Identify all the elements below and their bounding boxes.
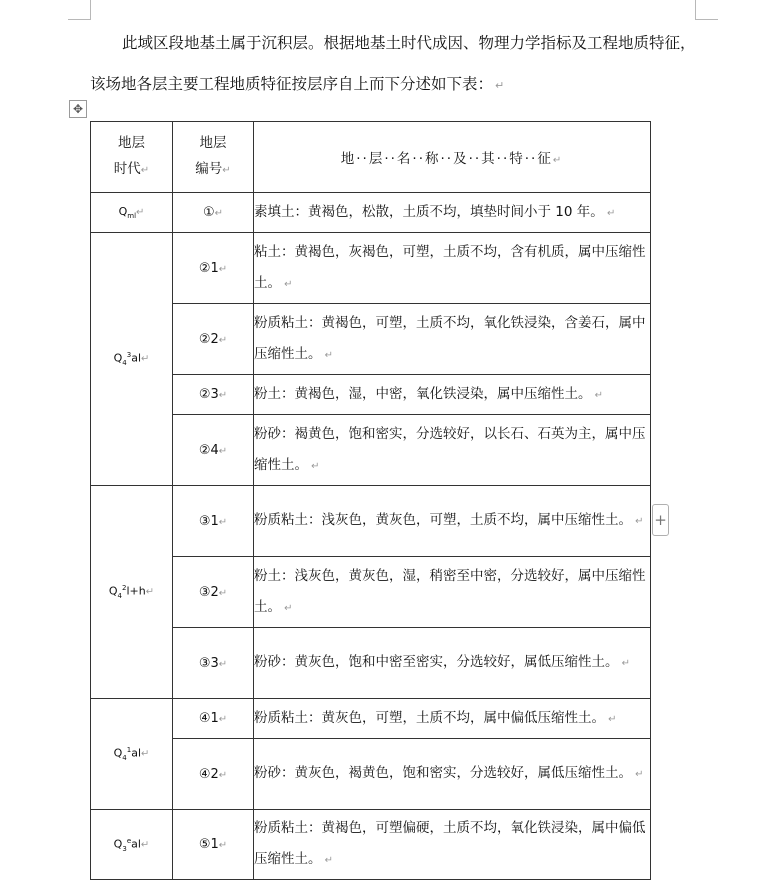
table-row xyxy=(91,557,651,628)
layer-code: ③1 xyxy=(198,513,219,529)
paragraph-mark: ↵ xyxy=(218,769,228,781)
layer-description: 粉砂：褐黄色，饱和密实，分选较好，以长石、石英为主，属中压缩性土。 xyxy=(254,425,646,473)
paragraph-mark: ↵ xyxy=(218,714,228,725)
paragraph-mark: ↵ xyxy=(218,516,228,528)
paragraph-mark: ↵ xyxy=(218,263,228,275)
intro-line-1: 此域区段地基土属于沉积层。根据地基土时代成因、物理力学指标及工程地质特征， xyxy=(122,34,696,52)
layer-description: 素填土：黄褐色，松散，土质不均，填垫时间小于 10 年。 xyxy=(254,203,604,220)
layer-description: 粘土：黄褐色，灰褐色，可塑，土质不均，含有机质，属中压缩性土。 xyxy=(254,243,646,291)
layer-description-cell xyxy=(254,699,651,739)
layer-age-cell xyxy=(91,193,173,233)
layer-code-cell xyxy=(173,193,254,233)
age-subscript: 3 xyxy=(122,844,127,853)
layer-code: ④2 xyxy=(198,766,219,782)
age-subscript: ml xyxy=(127,212,137,221)
layer-description: 粉砂：黄灰色，褐黄色，饱和密实，分选较好，属低压缩性土。 xyxy=(254,765,632,781)
layer-description-cell xyxy=(254,304,651,375)
layer-code: ③3 xyxy=(198,655,219,671)
layer-age-cell xyxy=(91,486,173,699)
crop-mark-left-horizontal xyxy=(68,19,91,20)
paragraph-mark: ↵ xyxy=(618,658,631,669)
layer-description-cell xyxy=(254,486,651,557)
age-suffix: al xyxy=(131,837,141,851)
layer-code-cell xyxy=(173,233,254,304)
table-row xyxy=(91,739,651,810)
paragraph-mark: ↵ xyxy=(218,840,228,851)
paragraph-mark: ↵ xyxy=(321,855,334,866)
layer-code: ②1 xyxy=(198,260,219,276)
layer-code-cell xyxy=(173,415,254,486)
layer-description-cell xyxy=(254,557,651,628)
table-row xyxy=(91,375,651,415)
paragraph-mark: ↵ xyxy=(495,79,505,92)
age-base: Q xyxy=(113,837,123,851)
layer-age-cell xyxy=(91,810,173,880)
age-base: Q xyxy=(108,584,118,598)
table-row xyxy=(91,233,651,304)
paragraph-mark: ↵ xyxy=(591,389,604,401)
table-row xyxy=(91,628,651,699)
crop-mark-left-vertical xyxy=(90,0,91,20)
paragraph-mark: ↵ xyxy=(218,445,228,457)
table-row xyxy=(91,810,651,880)
layer-description: 粉砂：黄灰色，饱和中密至密实，分选较好，属低压缩性土。 xyxy=(254,654,619,670)
header-name: 地··层··名··称··及··其··特··征↵ xyxy=(254,122,651,193)
paragraph-mark: ↵ xyxy=(281,602,293,614)
layer-code: ③2 xyxy=(198,584,219,600)
paragraph-mark: ↵ xyxy=(218,334,228,346)
layer-description-cell xyxy=(254,810,651,880)
layer-code: ④1 xyxy=(198,711,219,726)
layer-description-cell xyxy=(254,415,651,486)
paragraph-mark: ↵ xyxy=(632,516,644,527)
table-row xyxy=(91,699,651,739)
move-arrows-icon[interactable]: ✥ xyxy=(69,100,87,118)
layer-description: 粉质粘土：浅灰色，黄灰色，可塑，土质不均，属中压缩性土。 xyxy=(254,512,632,528)
age-suffix: l+h xyxy=(126,584,146,598)
layer-description-cell xyxy=(254,233,651,304)
age-superscript: 2 xyxy=(122,584,127,593)
layer-description: 粉土：浅灰色，黄灰色，湿，稍密至中密，分选较好，属中压缩性土。 xyxy=(254,567,646,615)
table-row xyxy=(91,486,651,557)
age-suffix: al xyxy=(131,351,141,365)
header-age: 地层 时代↵ xyxy=(91,122,173,193)
paragraph-mark: ↵ xyxy=(136,206,145,218)
layer-description-cell xyxy=(254,739,651,810)
layer-code: ②2 xyxy=(198,331,219,347)
paragraph-mark: ↵ xyxy=(321,349,334,361)
paragraph-mark: ↵ xyxy=(141,748,150,760)
paragraph-mark: ↵ xyxy=(145,586,155,598)
crop-mark-right-horizontal xyxy=(695,19,718,20)
layer-description: 粉质粘土：黄褐色，可塑，土质不均，氧化铁浸染，含姜石，属中压缩性土。 xyxy=(254,314,646,362)
layer-code-cell xyxy=(173,739,254,810)
layer-description: 粉质粘土：黄灰色，可塑，土质不均，属中偏低压缩性土。 xyxy=(254,709,605,726)
layer-description: 粉土：黄褐色，湿，中密，氧化铁浸染，属中压缩性土。 xyxy=(254,385,592,402)
layer-code-cell xyxy=(173,628,254,699)
layer-description-cell xyxy=(254,193,651,233)
table-row xyxy=(91,415,651,486)
table-row xyxy=(91,304,651,375)
layer-age-cell xyxy=(91,699,173,810)
layer-code: ②3 xyxy=(198,387,219,402)
layer-code: ②4 xyxy=(198,442,219,458)
layer-description-cell xyxy=(254,375,651,415)
plus-icon[interactable]: + xyxy=(652,504,669,536)
layer-code-cell xyxy=(173,810,254,880)
header-code: 地层 编号↵ xyxy=(173,122,254,193)
paragraph-mark: ↵ xyxy=(218,658,228,670)
age-base: Q xyxy=(113,746,123,760)
paragraph-mark: ↵ xyxy=(308,460,320,472)
paragraph-mark: ↵ xyxy=(140,839,150,851)
paragraph-mark: ↵ xyxy=(632,769,644,780)
layer-description-cell xyxy=(254,628,651,699)
layer-description: 粉质粘土：黄褐色，可塑偏硬，土质不均，氧化铁浸染，属中偏低压缩性土。 xyxy=(254,820,646,867)
age-superscript: 1 xyxy=(126,746,132,755)
paragraph-mark: ↵ xyxy=(218,587,228,599)
table-header-row xyxy=(91,122,651,193)
age-superscript: 3 xyxy=(126,351,132,360)
paragraph-mark: ↵ xyxy=(603,207,616,219)
table-row xyxy=(91,193,651,233)
age-subscript: 4 xyxy=(117,591,123,600)
paragraph-mark: ↵ xyxy=(605,713,617,725)
crop-mark-right-vertical xyxy=(695,0,696,20)
age-base: Q xyxy=(113,351,123,365)
paragraph-mark: ↵ xyxy=(218,390,228,401)
age-superscript: e xyxy=(126,836,132,845)
layer-code: ⑤1 xyxy=(198,837,219,852)
age-subscript: 4 xyxy=(122,358,127,367)
layer-code-cell xyxy=(173,375,254,415)
age-suffix: al xyxy=(131,746,141,760)
geology-table xyxy=(90,121,651,880)
age-subscript: 4 xyxy=(122,753,127,762)
paragraph-mark: ↵ xyxy=(141,353,150,365)
layer-code-cell xyxy=(173,699,254,739)
paragraph-mark: ↵ xyxy=(281,278,293,290)
age-base: Q xyxy=(118,204,128,218)
layer-code-cell xyxy=(173,486,254,557)
layer-code: ① xyxy=(202,205,215,220)
paragraph-mark: ↵ xyxy=(214,208,224,219)
layer-age-cell xyxy=(91,233,173,486)
layer-code-cell xyxy=(173,304,254,375)
layer-code-cell xyxy=(173,557,254,628)
intro-line-2: 该场地各层主要工程地质特征按层序自上而下分述如下表： ↵ xyxy=(90,75,505,93)
